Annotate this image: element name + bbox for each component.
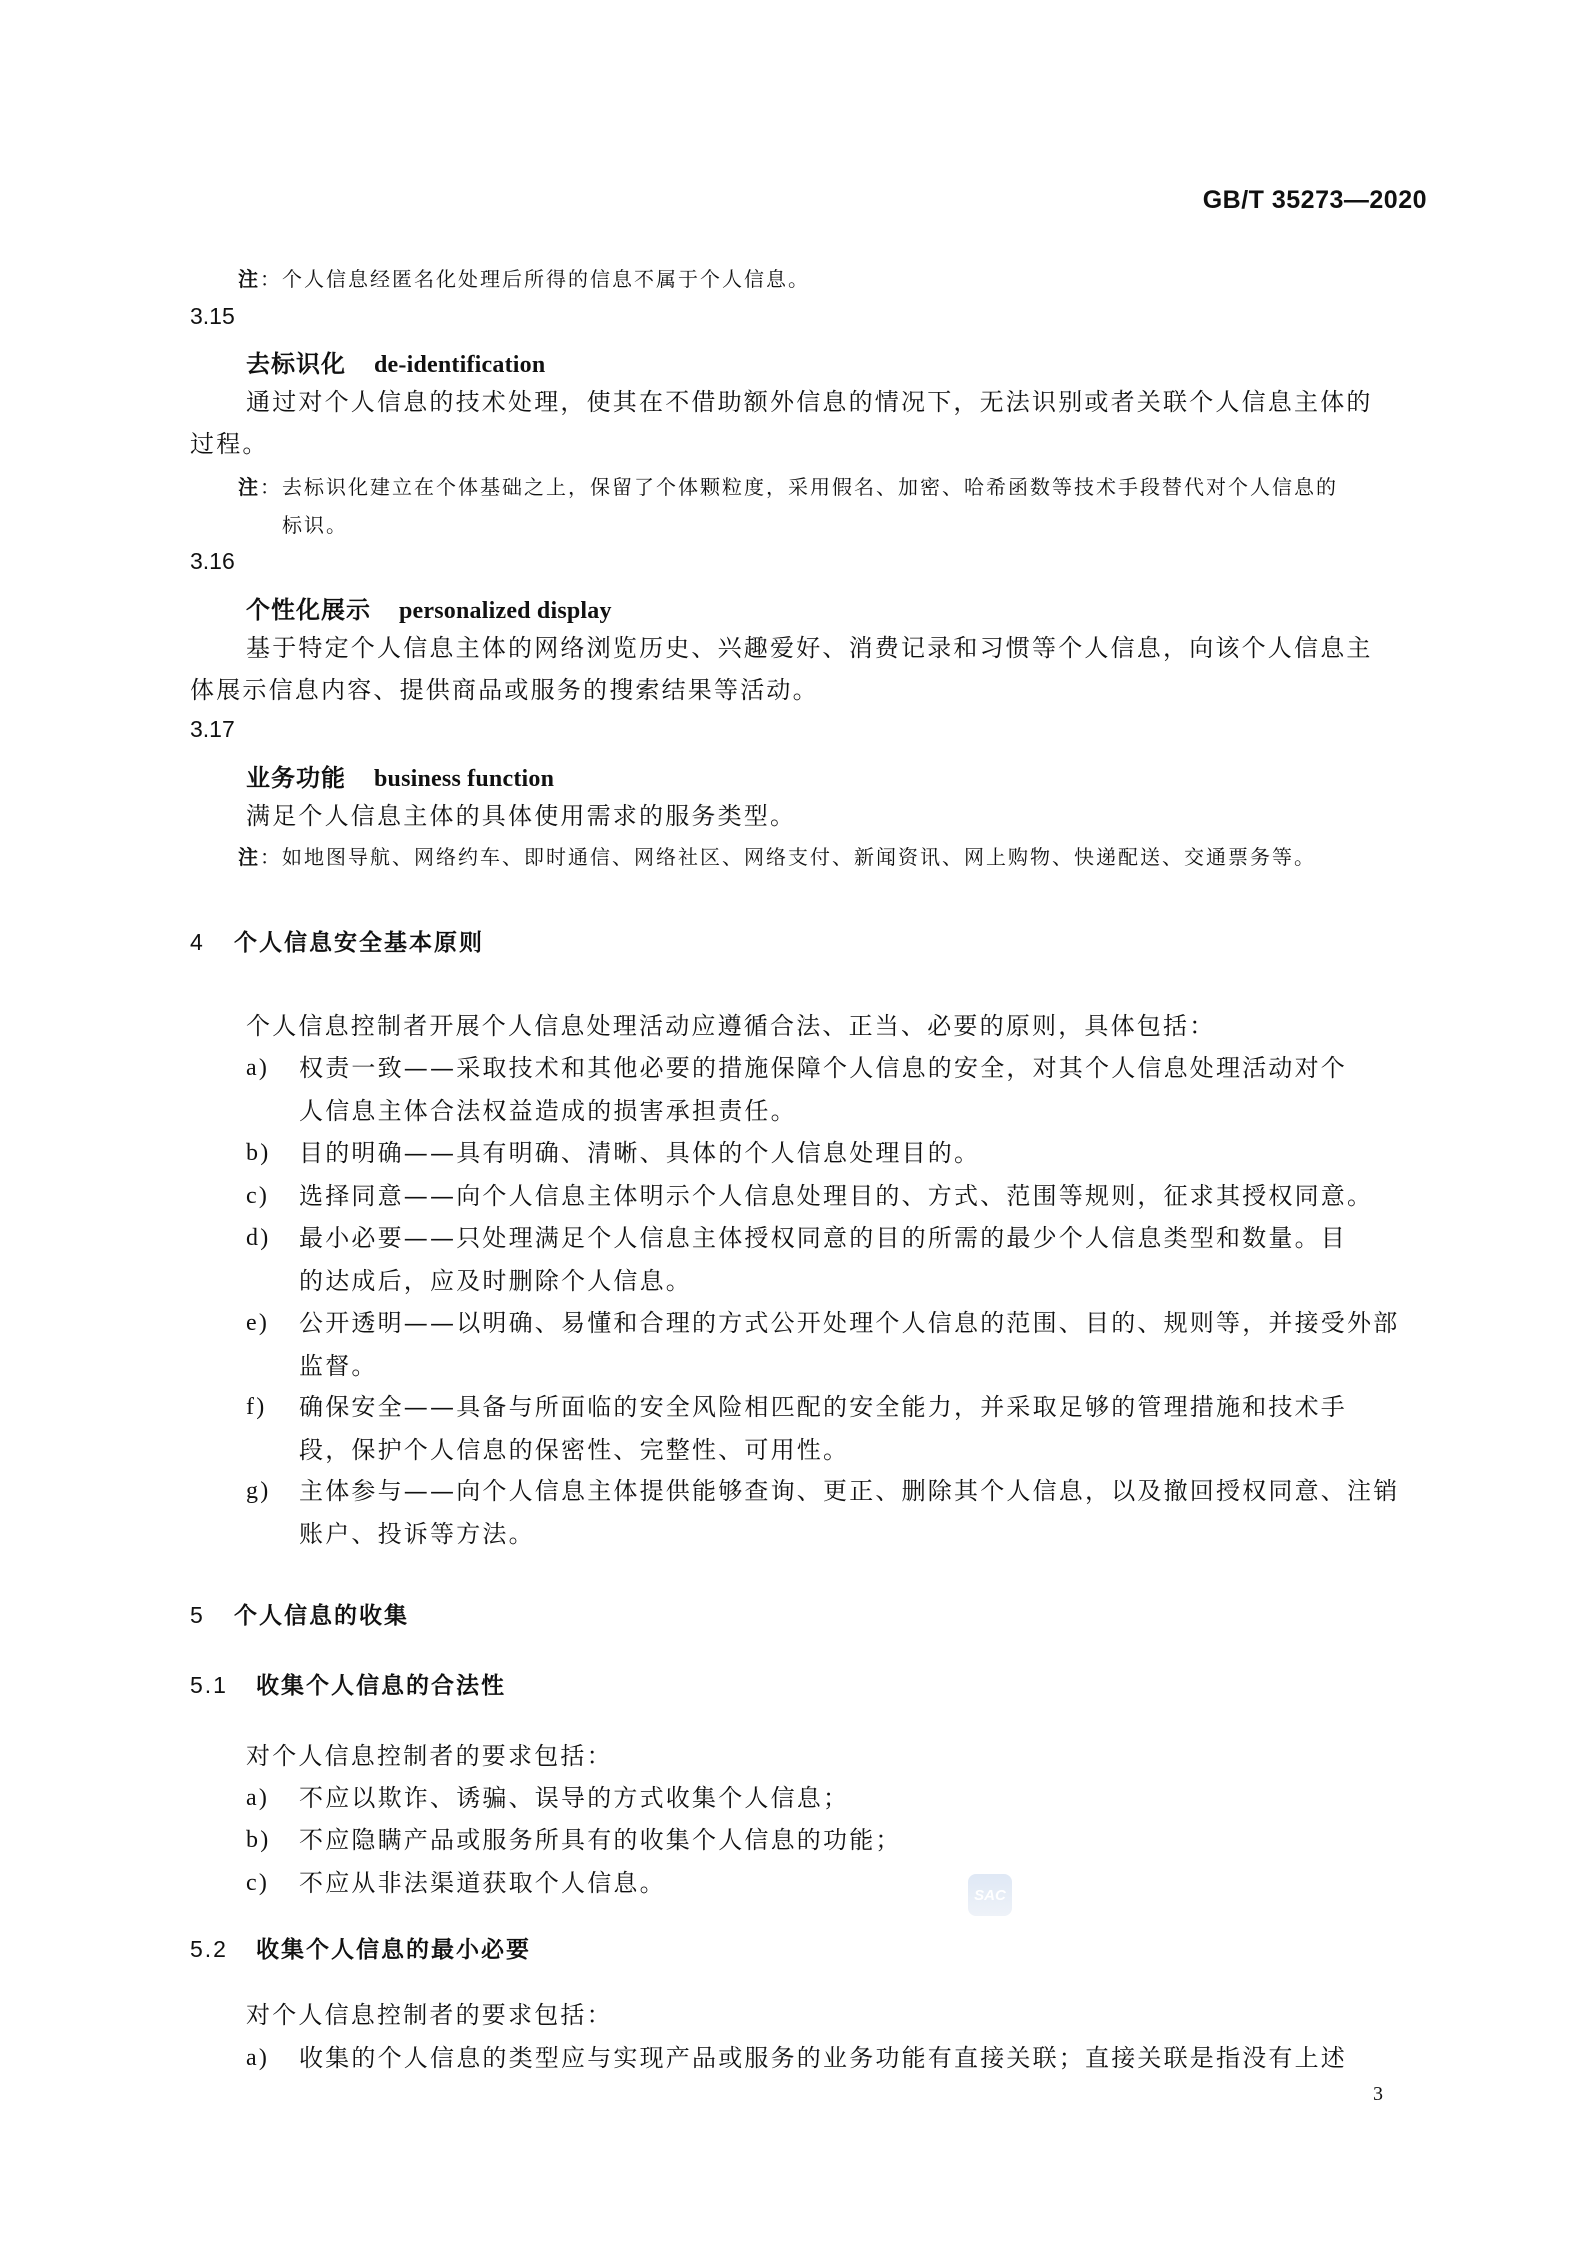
principle-item-d: [246, 1217, 1436, 1303]
subsection-title: 收集个人信息的最小必要: [256, 1936, 531, 1962]
note-3-15-line2: 标识。: [282, 513, 348, 537]
principle-item-c: [246, 1175, 1436, 1218]
list-text: 不应从非法渠道获取个人信息。: [299, 1869, 666, 1897]
note-3-15-line1: [238, 470, 1338, 504]
list-text-line1: 最小必要——只处理满足个人信息主体授权同意的目的所需的最少个人信息类型和数量。目: [299, 1224, 1347, 1252]
requirement-5-1-b: [246, 1819, 1436, 1862]
list-text-line1: 确保安全——具备与所面临的安全风险相匹配的安全能力，并采取足够的管理措施和技术手: [299, 1393, 1347, 1421]
term-zh: 业务功能: [246, 763, 346, 792]
note-text: ：去标识化建立在个体基础之上，保留了个体颗粒度，采用假名、加密、哈希函数等技术手段替代对个人信息的: [260, 475, 1338, 499]
clause-number-3-16: 3.16: [190, 548, 235, 574]
list-marker: c): [246, 1870, 270, 1896]
section-title: 个人信息安全基本原则: [234, 929, 484, 955]
list-marker: a): [246, 1055, 270, 1081]
subsection-number: 5.1: [190, 1672, 228, 1698]
principle-item-e: [246, 1302, 1436, 1388]
clause-number-3-15: 3.15: [190, 303, 235, 329]
list-text-line1: 权责一致——采取技术和其他必要的措施保障个人信息的安全，对其个人信息处理活动对个: [299, 1054, 1347, 1082]
subsection-number: 5.2: [190, 1936, 228, 1962]
section-title: 个人信息的收集: [234, 1602, 409, 1628]
list-marker: b): [246, 1827, 271, 1853]
note-label: 注: [238, 475, 260, 499]
list-marker: b): [246, 1140, 271, 1166]
definition-3-15-line1: 通过对个人信息的技术处理，使其在不借助额外信息的情况下，无法识别或者关联个人信息主体的: [246, 388, 1373, 416]
definition-3-17: 满足个人信息主体的具体使用需求的服务类型。: [246, 802, 797, 830]
section-5-1-intro: 对个人信息控制者的要求包括：: [246, 1742, 613, 1770]
list-text-line1: 主体参与——向个人信息主体提供能够查询、更正、删除其个人信息，以及撤回授权同意、注销: [299, 1477, 1400, 1505]
list-marker: a): [246, 1785, 270, 1811]
principle-item-g: [246, 1470, 1436, 1556]
note-3-17: [238, 840, 1316, 874]
list-text-line2: 段，保护个人信息的保密性、完整性、可用性。: [299, 1436, 850, 1464]
section-5-heading: [190, 1597, 409, 1630]
list-marker: a): [246, 2045, 270, 2071]
note-label: 注: [238, 845, 260, 869]
list-marker: f): [246, 1394, 267, 1420]
page-number: 3: [1373, 2083, 1383, 2105]
definition-3-15-line2: 过程。: [190, 430, 269, 458]
requirement-5-1-c: [246, 1862, 1436, 1905]
list-text-line2: 的达成后，应及时删除个人信息。: [299, 1267, 692, 1295]
principle-item-b: [246, 1132, 1436, 1175]
note-text: ：个人信息经匿名化处理后所得的信息不属于个人信息。: [260, 267, 810, 291]
list-marker: e): [246, 1310, 270, 1336]
requirement-5-1-a: [246, 1777, 1436, 1820]
list-text: 不应以欺诈、诱骗、误导的方式收集个人信息；: [299, 1784, 850, 1812]
list-text-line2: 账户、投诉等方法。: [299, 1520, 535, 1548]
list-text: 不应隐瞒产品或服务所具有的收集个人信息的功能；: [299, 1826, 902, 1854]
term-en: de-identification: [374, 352, 546, 378]
term-en: business function: [374, 766, 555, 792]
requirement-5-2-a: [246, 2037, 1446, 2080]
term-zh: 个性化展示: [246, 595, 371, 624]
sac-watermark-logo: SAC: [968, 1874, 1012, 1916]
definition-3-16-line1: 基于特定个人信息主体的网络浏览历史、兴趣爱好、消费记录和习惯等个人信息，向该个人信息主: [246, 634, 1373, 662]
note-label: 注: [238, 267, 260, 291]
list-text-line1: 目的明确——具有明确、清晰、具体的个人信息处理目的。: [299, 1139, 981, 1167]
section-number: 5: [190, 1602, 205, 1628]
definition-3-16-line2: 体展示信息内容、提供商品或服务的搜索结果等活动。: [190, 676, 819, 704]
term-zh: 去标识化: [246, 349, 346, 378]
term-3-17: [246, 758, 554, 793]
section-number: 4: [190, 929, 205, 955]
list-marker: g): [246, 1478, 271, 1504]
clause-number-3-17: 3.17: [190, 716, 235, 742]
list-text-line2: 人信息主体合法权益造成的损害承担责任。: [299, 1097, 797, 1125]
list-marker: d): [246, 1225, 271, 1251]
term-en: personalized display: [399, 598, 612, 624]
list-text-line1: 选择同意——向个人信息主体明示个人信息处理目的、方式、范围等规则，征求其授权同意。: [299, 1182, 1374, 1210]
section-4-heading: [190, 924, 484, 957]
term-3-15: [246, 344, 545, 379]
list-text: 收集的个人信息的类型应与实现产品或服务的业务功能有直接关联；直接关联是指没有上述: [299, 2044, 1347, 2072]
section-5-2-intro: 对个人信息控制者的要求包括：: [246, 2001, 613, 2029]
note-text: ：如地图导航、网络约车、即时通信、网络社区、网络支付、新闻资讯、网上购物、快递配送、交通票务等。: [260, 845, 1316, 869]
list-text-line1: 公开透明——以明确、易懂和合理的方式公开处理个人信息的范围、目的、规则等，并接受外部: [299, 1309, 1400, 1337]
note-3-14: [238, 262, 810, 296]
principle-item-f: [246, 1386, 1436, 1472]
section-5-1-heading: [190, 1667, 506, 1700]
term-3-16: [246, 590, 612, 625]
standard-code: GB/T 35273—2020: [1202, 186, 1427, 214]
section-5-2-heading: [190, 1931, 531, 1964]
principle-item-a: [246, 1047, 1436, 1133]
section-4-intro: 个人信息控制者开展个人信息处理活动应遵循合法、正当、必要的原则，具体包括：: [246, 1012, 1216, 1040]
list-text-line2: 监督。: [299, 1352, 378, 1380]
list-marker: c): [246, 1183, 270, 1209]
subsection-title: 收集个人信息的合法性: [256, 1672, 506, 1698]
